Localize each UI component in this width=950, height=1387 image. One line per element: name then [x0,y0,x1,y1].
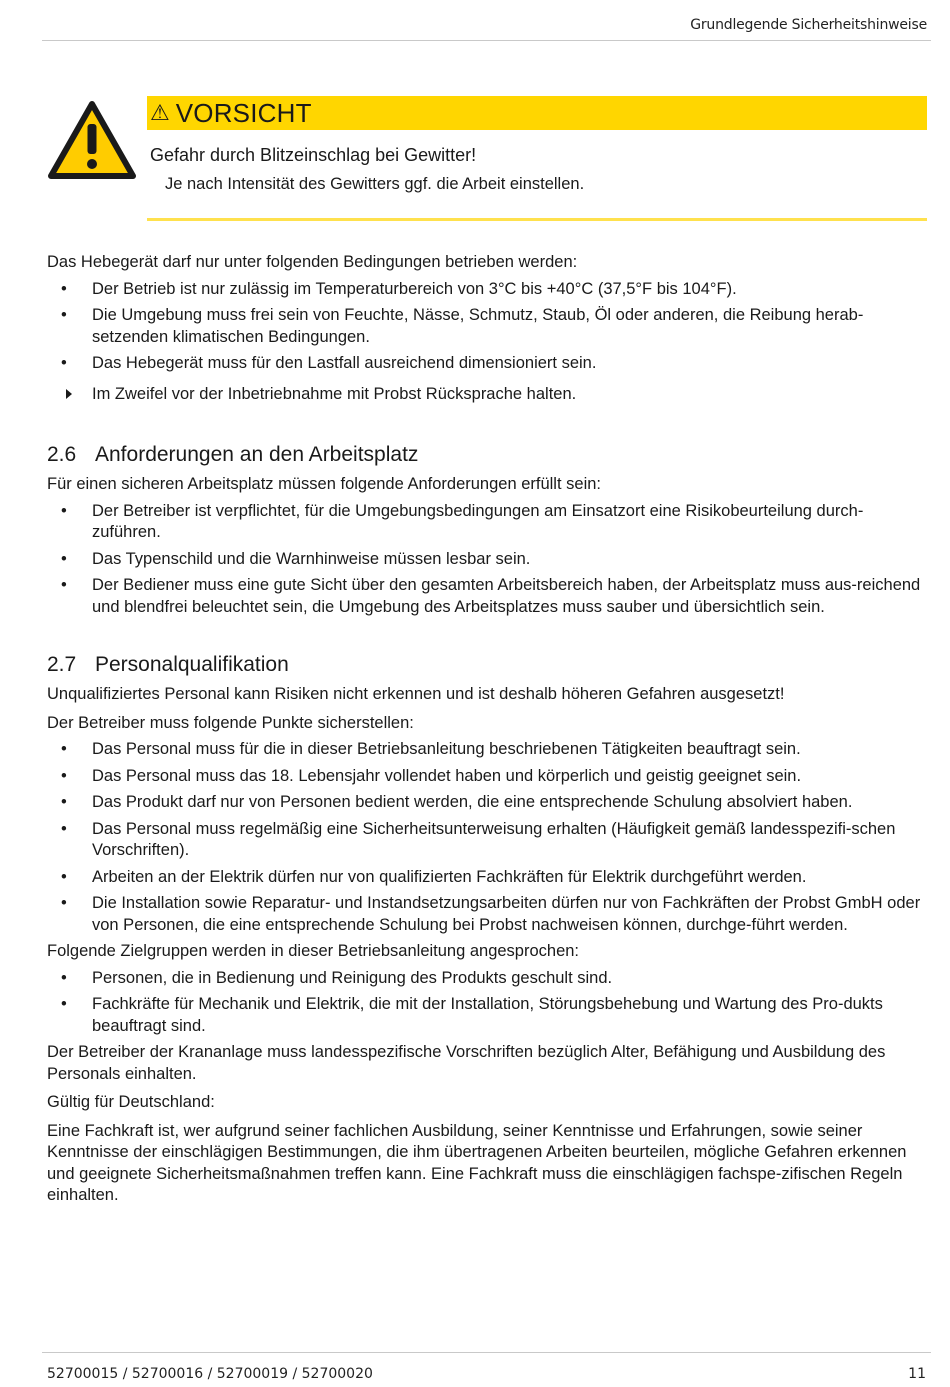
warning-signal-bar [147,96,927,130]
footer-article-numbers: 52700015 / 52700016 / 52700019 / 52700020 [47,1366,373,1382]
warning-triangle-icon [47,100,137,180]
warning-bottom-line [147,218,927,221]
warning-small-icon: ⚠ [150,100,170,125]
paragraph: Unqualifiziertes Personal kann Risiken nicht erkennen und ist deshalb höheren Gefahren ausgesetzt! [47,685,785,703]
list-item: • Personen, die in Bedienung und Reinigung des Produkts geschult sind. [47,968,921,990]
paragraph: Der Betreiber muss folgende Punkte sicherstellen: [47,713,414,732]
section-number: 2.7 [47,653,77,676]
list-item: • Das Typenschild und die Warnhinweise müssen lesbar sein. [47,549,921,571]
list-item: • Das Personal muss für die in dieser Betriebsanleitung beschriebenen Tätigkeiten beauftragt sein. [47,739,921,761]
list-item: • Der Betreiber ist verpflichtet, für die Umgebungsbedingungen am Einsatzort eine Risikobeurteilung durch-zuführen. [47,501,921,544]
footer-page-number: 11 [908,1366,926,1382]
paragraph: Gültig für Deutschland: [47,1093,215,1111]
footer-divider [42,1352,931,1353]
list-item: • Das Personal muss das 18. Lebensjahr vollendet haben und körperlich und geistig geeignet sein. [47,766,921,788]
list-item: • Das Produkt darf nur von Personen bedient werden, die eine entsprechende Schulung absolviert haben. [47,792,921,814]
section-heading-2-7 [47,652,921,678]
warning-hazard-text: Gefahr durch Blitzeinschlag bei Gewitter! [150,145,477,165]
page-header-title: Grundlegende Sicherheitshinweise [690,17,927,33]
section-heading-2-6 [47,442,921,468]
paragraph: Folgende Zielgruppen werden in dieser Betriebsanleitung angesprochen: [47,942,580,960]
section-title: Personalqualifikation [95,653,289,676]
list-item: • Arbeiten an der Elektrik dürfen nur von qualifizierten Fachkräften für Elektrik durchgeführt werden. [47,867,921,889]
list-item: • Fachkräfte für Mechanik und Elektrik, die mit der Installation, Störungsbehebung und Wartung des Pro-dukts beauftragt sind. [47,994,921,1037]
list-item: • Das Hebegerät muss für den Lastfall ausreichend dimensioniert sein. [47,353,921,375]
list-item: • Das Personal muss regelmäßig eine Sicherheitsunterweisung erhalten (Häufigkeit gemäß landesspezifi-schen Vorschriften). [47,819,921,862]
target-groups-list [47,968,921,1038]
list-item: • Die Umgebung muss frei sein von Feuchte, Nässe, Schmutz, Staub, Öl oder anderen, die Reibung herab-setzenden klimatischen Bedingungen. [47,305,921,348]
action-arrow-icon [66,389,72,399]
list-item: • Der Bediener muss eine gute Sicht über den gesamten Arbeitsbereich haben, der Arbeitsplatz muss aus-reichend und blendfrei beleuchtet sein, die Umgebung des Arbeitsplatzes muss sauber und übersichtlich sein. [47,575,921,618]
action-step [47,384,921,406]
list-item: • Die Installation sowie Reparatur- und Instandsetzungsarbeiten dürfen nur von Fachkräften der Probst GmbH oder von Personen, die eine entsprechende Schulung bei Probst nachweisen können, durchge-führt werden. [47,893,921,936]
operator-duties-list [47,739,921,936]
section-title: Anforderungen an den Arbeitsplatz [95,443,419,466]
warning-signal-word: VORSICHT [175,97,312,128]
paragraph: Der Betreiber der Krananlage muss landesspezifische Vorschriften bezüglich Alter, Befähigung und Ausbildung des Personals einhalten. [47,1043,886,1083]
section-number: 2.6 [47,443,77,466]
conditions-intro: Das Hebegerät darf nur unter folgenden Bedingungen betrieben werden: [47,253,578,271]
main-content [47,252,921,1207]
workplace-requirements-list [47,501,921,619]
warning-measure-text: Je nach Intensität des Gewitters ggf. die Arbeit einstellen. [165,175,585,193]
conditions-list [47,279,921,375]
section-2-6-intro: Für einen sicheren Arbeitsplatz müssen folgende Anforderungen erfüllt sein: [47,475,601,493]
action-text: Im Zweifel vor der Inbetriebnahme mit Probst Rücksprache halten. [92,384,577,403]
header-divider [42,40,931,41]
list-item: • Der Betrieb ist nur zulässig im Temperaturbereich von 3°C bis +40°C (37,5°F bis 104°F). [47,279,921,301]
paragraph: Eine Fachkraft ist, wer aufgrund seiner fachlichen Ausbildung, seiner Kenntnisse und Erfahrungen, sowie seiner Kenntnisse der einschlägigen Bestimmungen, die ihm übertragenen Arbeiten beurteilen, mögliche Gefahren erkennen und geeignete Sicherheitsmaßnahmen treffen kann. Eine Fachkraft muss die einschlägigen fachspe-zifischen Regeln einhalten. [47,1121,907,1204]
